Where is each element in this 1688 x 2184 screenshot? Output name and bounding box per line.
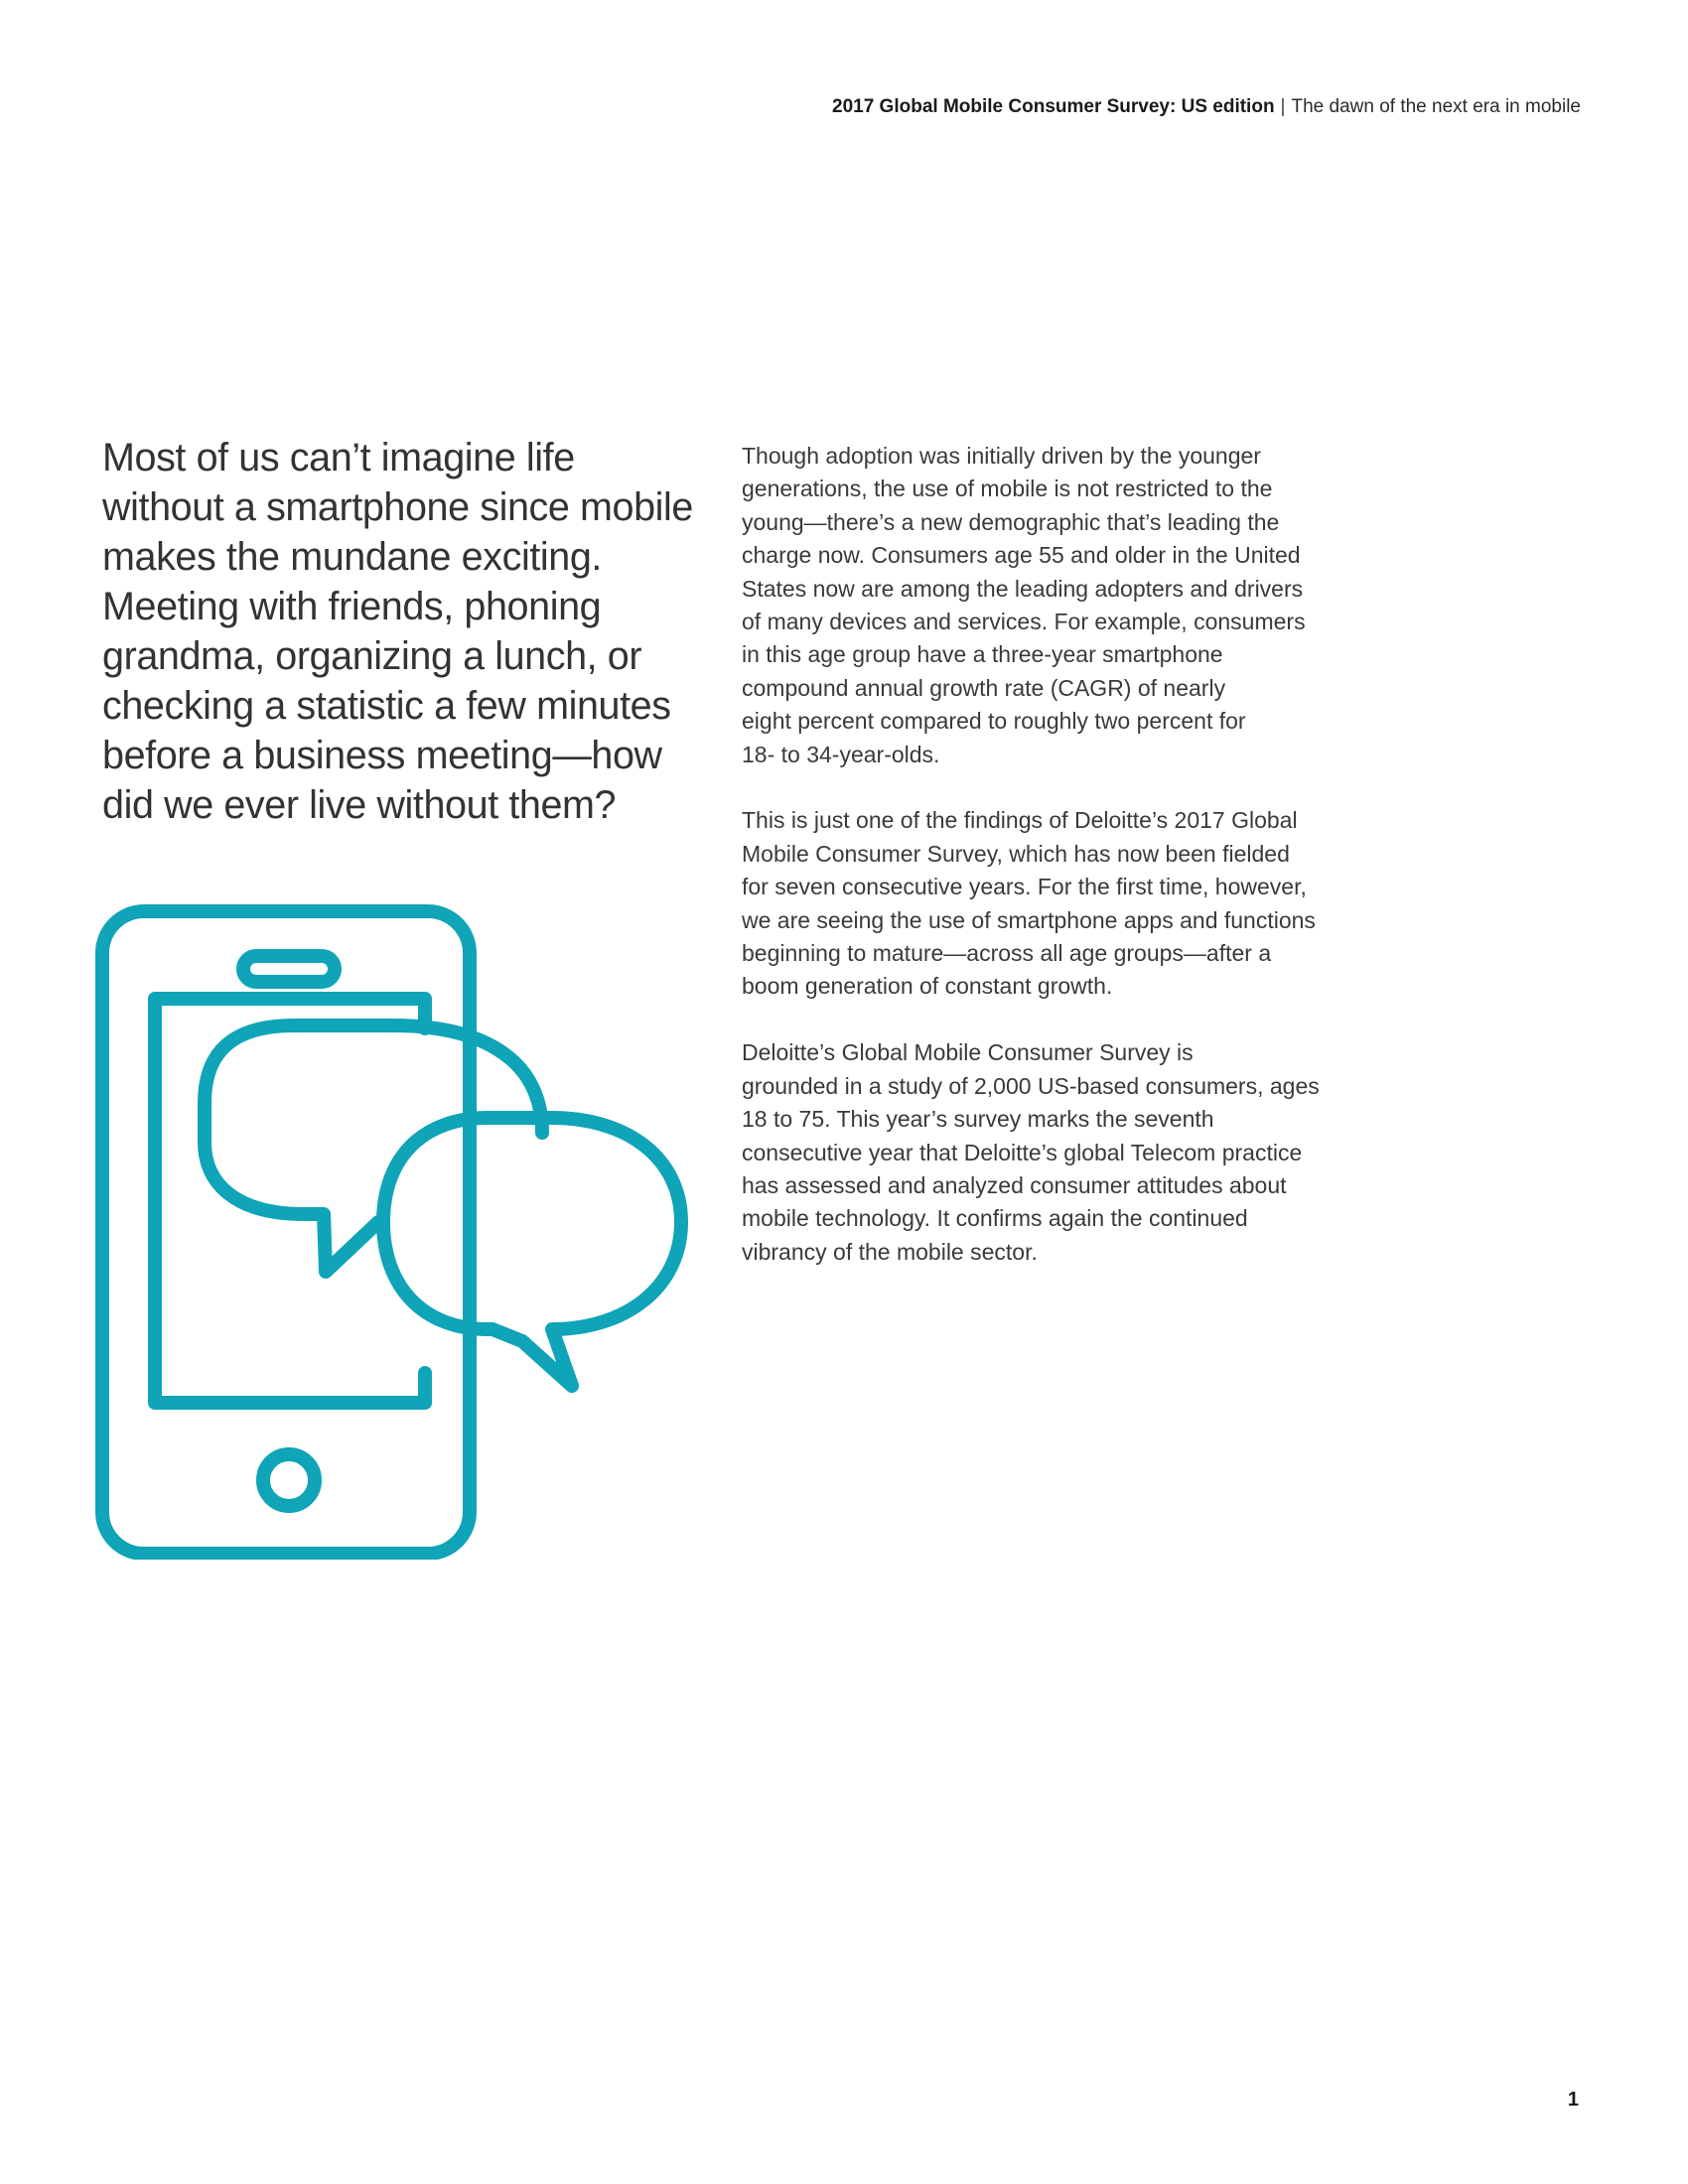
body-line: young—there’s a new demographic that’s leading the	[742, 508, 1280, 535]
body-line: grounded in a study of 2,000 US-based consumers, ages	[742, 1072, 1320, 1099]
phone-home-button	[263, 1454, 315, 1506]
body-line: eight percent compared to roughly two percent for	[742, 708, 1246, 735]
body-line: of many devices and services. For example, consumers	[742, 609, 1306, 635]
pull-quote-line: Most of us can’t imagine life	[102, 436, 575, 479]
phone-speaker-slot	[243, 956, 335, 982]
body-line: charge now. Consumers age 55 and older in the United	[742, 542, 1301, 569]
body-line: beginning to mature—across all age groups—after a	[742, 940, 1272, 967]
report-subtitle: The dawn of the next era in mobile	[1291, 96, 1581, 117]
pull-quote-line: checking a statistic a few minutes	[102, 684, 671, 728]
body-line: has assessed and analyzed consumer attitudes about	[742, 1171, 1287, 1198]
body-line: 18- to 34-year-olds.	[742, 741, 940, 767]
header-separator: |	[1280, 96, 1286, 117]
running-header	[832, 93, 1581, 121]
body-paragraph-findings	[742, 804, 1367, 1003]
body-line: Though adoption was initially driven by the younger	[742, 443, 1261, 469]
pull-quote-line: makes the mundane exciting.	[102, 535, 602, 579]
pull-quote	[102, 433, 718, 830]
body-line: Mobile Consumer Survey, which has now been fielded	[742, 840, 1290, 867]
body-line: for seven consecutive years. For the first time, however,	[742, 874, 1307, 900]
body-paragraph-survey	[742, 1036, 1367, 1269]
body-line: vibrancy of the mobile sector.	[742, 1238, 1038, 1265]
body-line: Deloitte’s Global Mobile Consumer Survey is	[742, 1039, 1194, 1066]
body-line: generations, the use of mobile is not restricted to the	[742, 476, 1273, 502]
body-line: in this age group have a three-year smartphone	[742, 641, 1223, 668]
smartphone-chat-icon	[95, 904, 691, 1560]
body-line: States now are among the leading adopters and drivers	[742, 575, 1304, 602]
body-line: we are seeing the use of smartphone apps and functions	[742, 906, 1316, 933]
body-line: This is just one of the findings of Deloitte’s 2017 Global	[742, 807, 1298, 834]
back-speech-bubble	[205, 1025, 542, 1272]
page-number: 1	[1567, 2089, 1579, 2111]
pull-quote-line: grandma, organizing a lunch, or	[102, 634, 642, 678]
pull-quote-line: did we ever live without them?	[102, 783, 617, 827]
pull-quote-line: without a smartphone since mobile	[102, 485, 693, 529]
body-line: boom generation of constant growth.	[742, 973, 1113, 1000]
body-line: 18 to 75. This year’s survey marks the seventh	[742, 1106, 1214, 1133]
body-line: compound annual growth rate (CAGR) of nearly	[742, 674, 1226, 701]
report-title: 2017 Global Mobile Consumer Survey: US edition	[832, 96, 1275, 117]
front-speech-bubble	[383, 1118, 681, 1386]
body-column	[742, 440, 1367, 1302]
body-line: mobile technology. It confirms again the continued	[742, 1205, 1248, 1232]
body-line: consecutive year that Deloitte’s global Telecom practice	[742, 1139, 1303, 1165]
pull-quote-line: Meeting with friends, phoning	[102, 585, 602, 628]
body-paragraph-adoption	[742, 440, 1367, 771]
pull-quote-line: before a business meeting—how	[102, 734, 662, 777]
